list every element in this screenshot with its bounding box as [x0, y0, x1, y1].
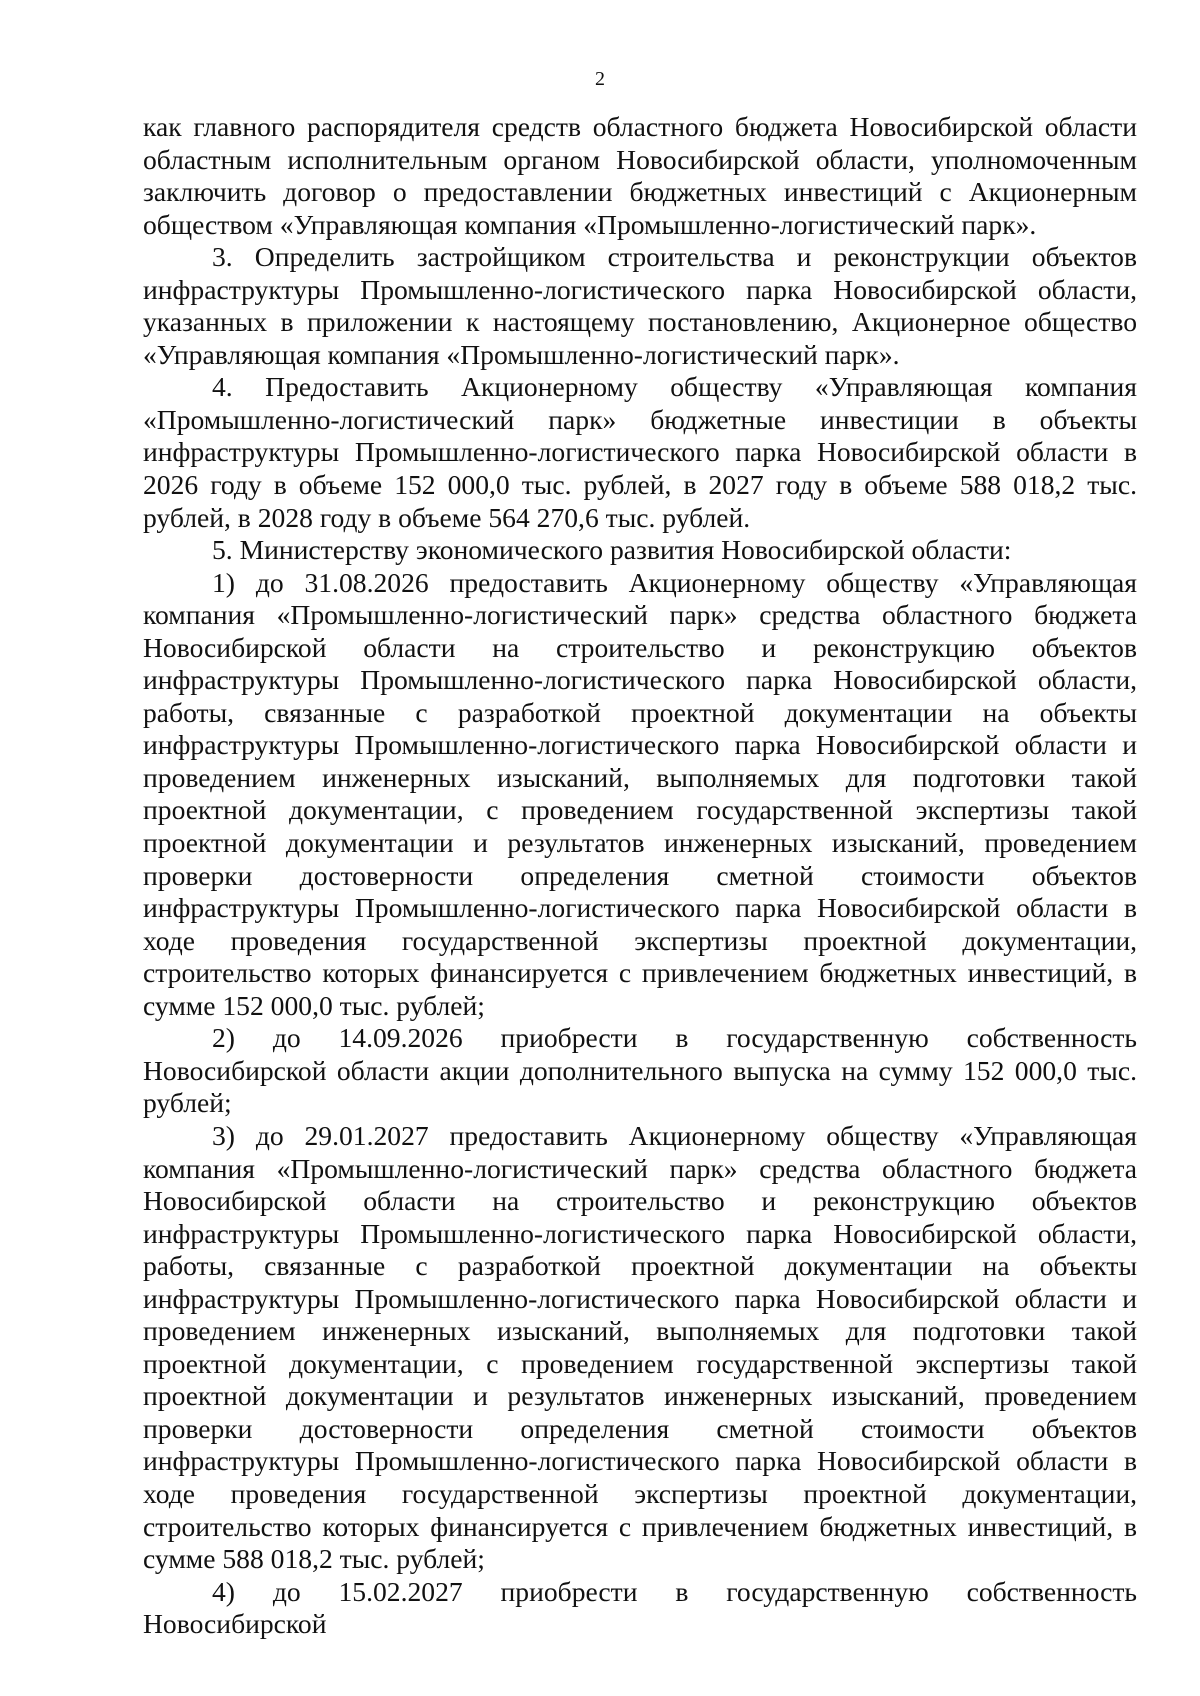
document-body [143, 111, 1137, 1641]
page-number: 2 [595, 68, 605, 90]
subitem-2: 2) до 14.09.2026 приобрести в государственную собственность Новосибирской области акции дополнительного выпуска на сумму 152 000,0 тыс. рублей; [143, 1022, 1137, 1119]
subitem-3: 3) до 29.01.2027 предоставить Акционерному обществу «Управляющая компания «Промышленно-логистический парк» средства областного бюджета Новосибирской области на строительство и реконструкцию объектов инфраструктуры Промышленно-логистического парка Новосибирской области, работы, связанные с разработкой проектной документации на объекты инфраструктуры Промышленно-логистического парка Новосибирской области и проведением инженерных изысканий, выполняемых для подготовки такой проектной документации, с проведением государственной экспертизы такой проектной документации и результатов инженерных изысканий, проведением проверки достоверности определения сметной стоимости объектов инфраструктуры Промышленно-логистического парка Новосибирской области в ходе проведения государственной экспертизы проектной документации, строительство которых финансируется с привлечением бюджетных инвестиций, в сумме 588 018,2 тыс. рублей; [143, 1119, 1137, 1575]
paragraph-item-5: 5. Министерству экономического развития Новосибирской области: [212, 534, 1012, 566]
subitem-4: 4) до 15.02.2027 приобрести в государственную собственность Новосибирской [143, 1575, 1137, 1640]
paragraph-item-4: 4. Предоставить Акционерному обществу «Управляющая компания «Промышленно-логистический парк» бюджетные инвестиции в объекты инфраструктуры Промышленно-логистического парка Новосибирской области в 2026 году в объеме 152 000,0 тыс. рублей, в 2027 году в объеме 588 018,2 тыс. рублей, в 2028 году в объеме 564 270,6 тыс. рублей. [143, 371, 1137, 533]
subitem-1: 1) до 31.08.2026 предоставить Акционерному обществу «Управляющая компания «Промышленно-логистический парк» средства областного бюджета Новосибирской области на строительство и реконструкцию объектов инфраструктуры Промышленно-логистического парка Новосибирской области, работы, связанные с разработкой проектной документации на объекты инфраструктуры Промышленно-логистического парка Новосибирской области и проведением инженерных изысканий, выполняемых для подготовки такой проектной документации, с проведением государственной экспертизы такой проектной документации и результатов инженерных изысканий, проведением проверки достоверности определения сметной стоимости объектов инфраструктуры Промышленно-логистического парка Новосибирской области в ходе проведения государственной экспертизы проектной документации, строительство которых финансируется с привлечением бюджетных инвестиций, в сумме 152 000,0 тыс. рублей; [143, 566, 1137, 1021]
paragraph-continuation: как главного распорядителя средств областного бюджета Новосибирской области областным исполнительным органом Новосибирской области, уполномоченным заключить договор о предоставлении бюджетных инвестиций с Акционерным обществом «Управляющая компания «Промышленно-логистический парк». [143, 111, 1137, 240]
paragraph-item-3: 3. Определить застройщиком строительства и реконструкции объектов инфраструктуры Промышленно-логистического парка Новосибирской области, указанных в приложении к настоящему постановлению, Акционерное общество «Управляющая компания «Промышленно-логистический парк». [143, 241, 1137, 370]
